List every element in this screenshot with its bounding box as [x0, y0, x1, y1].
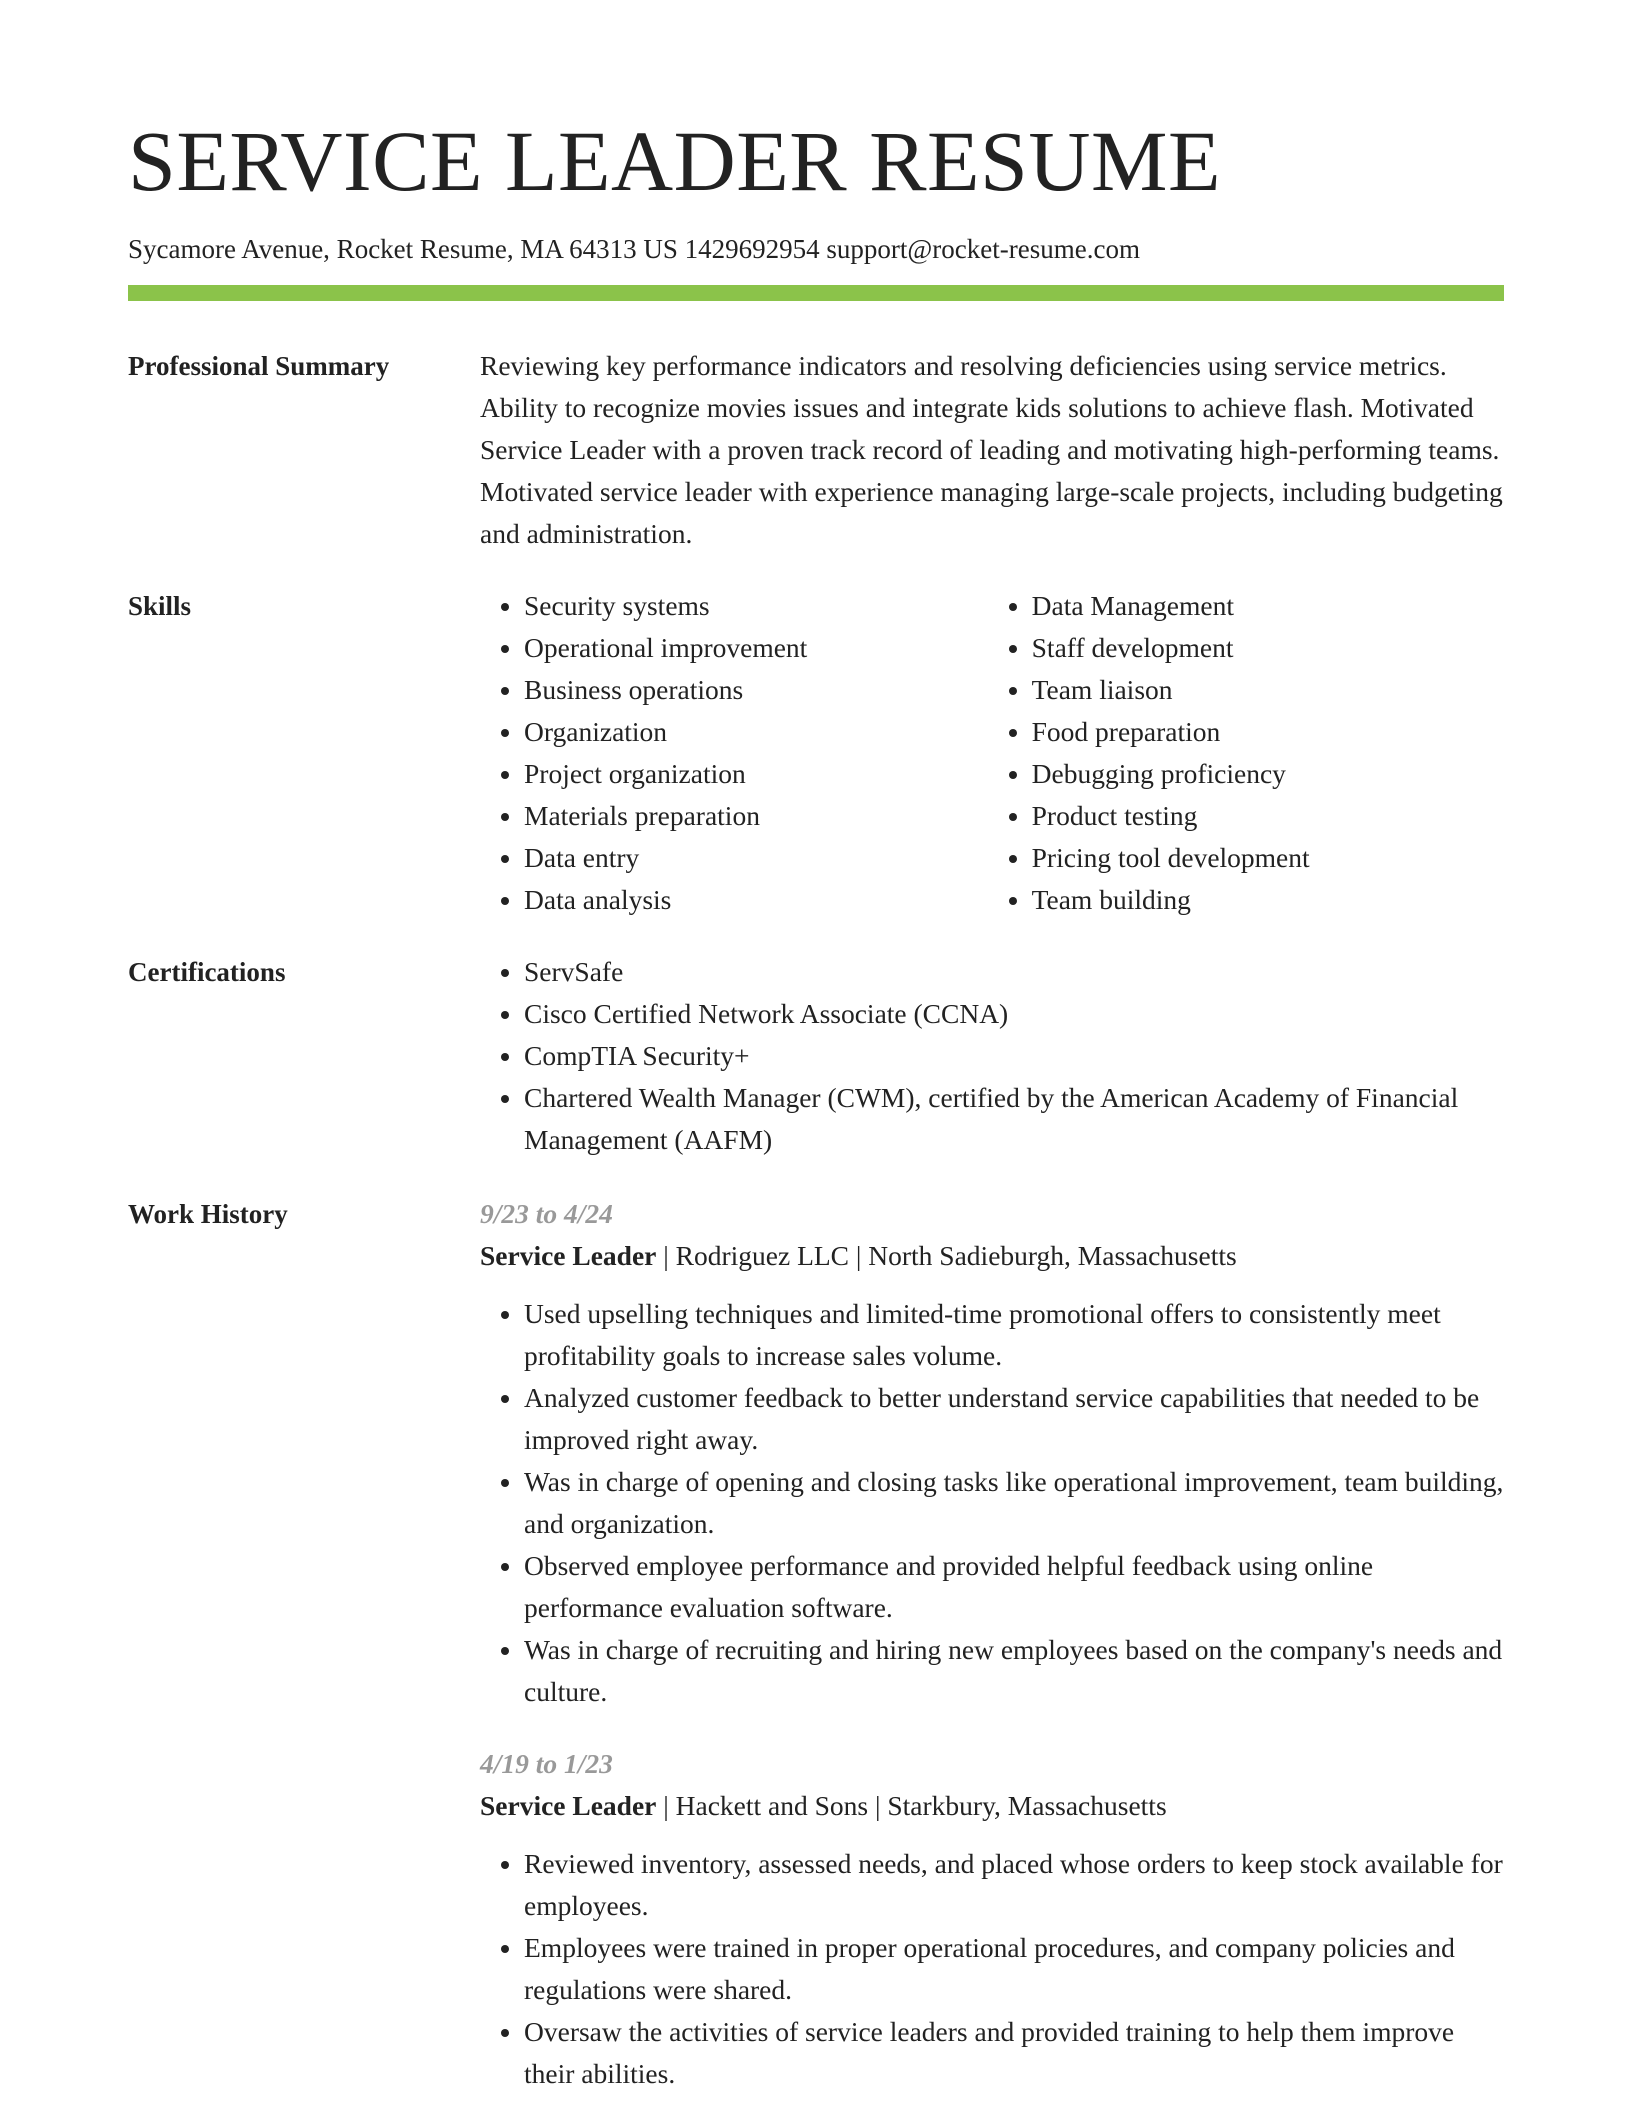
summary-body: [480, 345, 1510, 555]
skill-item: • Product testing: [1032, 795, 1510, 837]
job-title: Service Leader: [480, 1240, 657, 1271]
skills-body: [480, 585, 1510, 921]
section-label-summary: Professional Summary: [128, 351, 390, 381]
skill-item: • Data entry: [524, 837, 988, 879]
section-label-work-history: Work History: [128, 1199, 288, 1229]
job-bullet: • Was in charge of recruiting and hiring new employees based on the company's needs and culture.: [524, 1629, 1510, 1713]
job-heading: [480, 1785, 1510, 1827]
skill-item: • Team liaison: [1032, 669, 1510, 711]
skill-item: • Security systems: [524, 585, 988, 627]
job-bullet: • Employees were trained in proper operational procedures, and company policies and regulations were shared.: [524, 1927, 1510, 2011]
job-bullet: • Oversaw the activities of service leaders and provided training to help them improve their abilities.: [524, 2011, 1510, 2095]
skill-item: • Operational improvement: [524, 627, 988, 669]
skill-item: • Pricing tool development: [1032, 837, 1510, 879]
job-title: Service Leader: [480, 1790, 657, 1821]
job-bullet: • Used upselling techniques and limited-time promotional offers to consistently meet profitability goals to increase sales volume.: [524, 1293, 1510, 1377]
job-entry: [480, 1193, 1510, 1713]
contact-line: Sycamore Avenue, Rocket Resume, MA 64313 US 1429692954 support@rocket-resume.com: [128, 234, 1140, 264]
job-bullet: • Observed employee performance and provided helpful feedback using online performance evaluation software.: [524, 1545, 1510, 1629]
certification-item: • Cisco Certified Network Associate (CCNA): [524, 993, 1510, 1035]
skill-item: • Business operations: [524, 669, 988, 711]
job-bullet: • Reviewed inventory, assessed needs, and placed whose orders to keep stock available for employees.: [524, 1843, 1510, 1927]
job-dates: 9/23 to 4/24: [480, 1198, 613, 1229]
skill-item: • Team building: [1032, 879, 1510, 921]
header-accent-rule: [128, 285, 1504, 301]
section-label-certifications: Certifications: [128, 957, 286, 987]
job-bullets: [480, 1293, 1510, 1713]
summary-text: Reviewing key performance indicators and resolving deficiencies using service metrics. Ability to recognize movies issues and integrate kids solutions to achieve flash. Motivated Service Leader with a proven track record of leading and motivating high-performing teams. Motivated service leader with experience managing large-scale projects, including budgeting and administration.: [480, 350, 1503, 549]
skill-item: • Organization: [524, 711, 988, 753]
work-history-body: [480, 1193, 1510, 2125]
certification-item: • ServSafe: [524, 951, 1510, 993]
certifications-body: [480, 951, 1510, 1161]
job-dates: 4/19 to 1/23: [480, 1748, 613, 1779]
skill-item: • Project organization: [524, 753, 988, 795]
certification-item: • CompTIA Security+: [524, 1035, 1510, 1077]
skills-list-left: [480, 585, 988, 921]
skill-item: • Food preparation: [1032, 711, 1510, 753]
skills-grid: [480, 585, 1510, 921]
job-heading: [480, 1235, 1510, 1277]
job-company-location: | Rodriguez LLC | North Sadieburgh, Massachusetts: [656, 1240, 1237, 1271]
skill-item: • Data analysis: [524, 879, 988, 921]
skill-item: • Data Management: [1032, 585, 1510, 627]
job-bullet: • Analyzed customer feedback to better understand service capabilities that needed to be improved right away.: [524, 1377, 1510, 1461]
job-company-location: | Hackett and Sons | Starkbury, Massachusetts: [656, 1790, 1167, 1821]
section-label-skills: Skills: [128, 591, 192, 621]
skills-list-right: [988, 585, 1510, 921]
skill-item: • Materials preparation: [524, 795, 988, 837]
job-bullet: • Was in charge of opening and closing tasks like operational improvement, team building, and organization.: [524, 1461, 1510, 1545]
skill-item: • Staff development: [1032, 627, 1510, 669]
skill-item: • Debugging proficiency: [1032, 753, 1510, 795]
job-entry: [480, 1743, 1510, 2095]
certifications-list: [480, 951, 1510, 1161]
resume-title: SERVICE LEADER RESUME: [128, 113, 1221, 209]
job-bullets: [480, 1843, 1510, 2095]
certification-item: • Chartered Wealth Manager (CWM), certified by the American Academy of Financial Management (AAFM): [524, 1077, 1510, 1161]
